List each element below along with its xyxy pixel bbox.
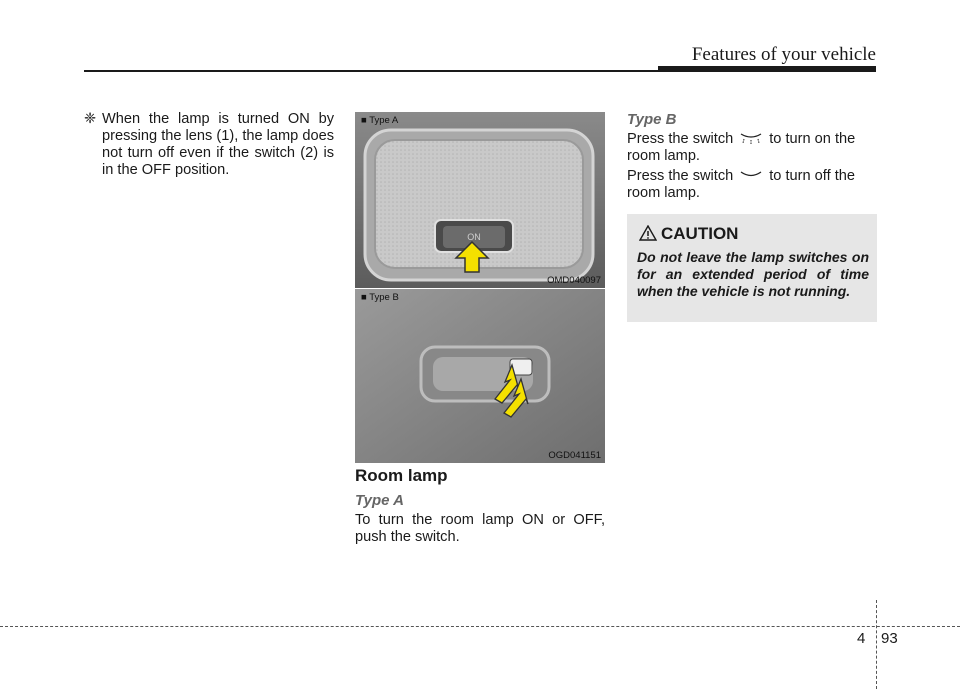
figure-label: ■ Type A	[361, 115, 399, 126]
figure-type-b	[355, 289, 605, 463]
section-title: Features of your vehicle	[691, 44, 876, 65]
caution-box	[627, 214, 877, 322]
caution-text: Do not leave the lamp switches on for an extended period of time when the vehicle is not running.	[637, 249, 869, 299]
type-a-lamp-illustration	[355, 112, 605, 288]
figure-type-a	[355, 112, 605, 288]
type-a-text: To turn the room lamp ON or OFF, push the switch.	[355, 512, 605, 545]
type-a-heading: Type A	[355, 492, 404, 509]
page-number: 93	[881, 630, 898, 647]
warning-triangle-icon	[639, 225, 657, 241]
lamp-note	[84, 111, 334, 179]
figure-label: ■ Type B	[361, 292, 399, 303]
caution-title	[639, 224, 738, 244]
caution-title-text: CAUTION	[661, 224, 739, 243]
header-rule-accent	[658, 66, 876, 72]
instruction-text: to turn on the room lamp.	[627, 131, 856, 164]
footer-rule	[0, 626, 960, 627]
instruction-text: Press the switch	[627, 131, 734, 147]
room-lamp-heading: Room lamp	[355, 466, 448, 485]
figure-code: OGD041151	[548, 450, 601, 461]
instruction-text: to turn off the room lamp.	[627, 168, 855, 201]
switch-off-icon	[739, 169, 763, 181]
on-button-text: ON	[467, 232, 481, 242]
note-bullet-icon: ❈	[84, 111, 97, 127]
footer-divider	[876, 600, 877, 689]
switch-on-icon	[739, 132, 763, 144]
type-b-off-instruction	[627, 168, 877, 202]
note-text: When the lamp is turned ON by pressing the lens (1), the lamp does not turn off even if the switch (2) is in the OFF position.	[102, 111, 335, 178]
figure-code: OMD040097	[547, 275, 601, 286]
instruction-text: Press the switch	[627, 168, 734, 184]
type-b-heading: Type B	[627, 111, 677, 128]
type-b-lamp-illustration	[355, 289, 605, 463]
chapter-number: 4	[857, 630, 866, 647]
type-b-on-instruction	[627, 131, 877, 165]
